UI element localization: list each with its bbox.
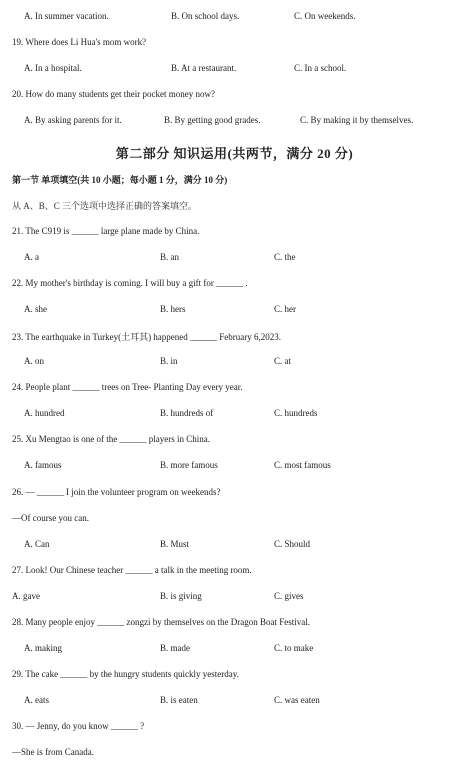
q26-option-a: A. Can (24, 539, 50, 549)
q27-option-c: C. gives (274, 591, 304, 601)
q18-option-b: B. On school days. (171, 11, 240, 21)
q29-stem: 29. The cake ______ by the hungry students quickly yesterday. (12, 669, 239, 679)
q27-option-b: B. is giving (160, 591, 202, 601)
q23-options (0, 356, 469, 368)
q27-options (0, 591, 469, 603)
q19-options (0, 63, 469, 75)
q22-option-b: B. hers (160, 304, 186, 314)
q18-option-c: C. On weekends. (294, 11, 356, 21)
q23-option-c: C. at (274, 356, 291, 366)
q28-option-b: B. made (160, 643, 190, 653)
q22-option-a: A. she (24, 304, 47, 314)
q28-option-a: A. making (24, 643, 62, 653)
q28-option-c: C. to make (274, 643, 314, 653)
q22-options (0, 304, 469, 316)
q26-options (0, 539, 469, 551)
section1-instruction: 从 A、B、C 三个选项中选择正确的答案填空。 (12, 201, 198, 211)
q20-option-a: A. By asking parents for it. (24, 115, 122, 125)
q26-option-c: C. Should (274, 539, 311, 549)
q22-option-c: C. her (274, 304, 296, 314)
q24-options (0, 408, 469, 420)
q21-option-b: B. an (160, 252, 179, 262)
q23-option-a: A. on (24, 356, 44, 366)
q26-stem: 26. — ______ I join the volunteer program on weekends? (12, 487, 221, 497)
q29-option-a: A. eats (24, 695, 49, 705)
q21-stem: 21. The C919 is ______ large plane made by China. (12, 226, 200, 236)
part2-title: 第二部分 知识运用(共两节，满分 20 分) (115, 146, 354, 161)
q25-options (0, 460, 469, 472)
q25-option-c: C. most famous (274, 460, 331, 470)
q20-options (0, 115, 469, 127)
q23-stem: 23. The earthquake in Turkey(土耳其) happened ______ February 6,2023. (12, 332, 282, 342)
q19-option-b: B. At a restaurant. (171, 63, 237, 73)
q28-stem: 28. Many people enjoy ______ zongzi by themselves on the Dragon Boat Festival. (12, 617, 310, 627)
q29-options (0, 695, 469, 707)
q20-option-b: B. By getting good grades. (164, 115, 261, 125)
q19-option-a: A. In a hospital. (24, 63, 82, 73)
q30-stem: 30. — Jenny, do you know ______ ? (12, 721, 145, 731)
q25-option-b: B. more famous (160, 460, 218, 470)
q24-option-c: C. hundreds (274, 408, 318, 418)
q19-stem: 19. Where does Li Hua's mom work? (12, 37, 147, 47)
q19-option-c: C. In a school. (294, 63, 347, 73)
q18-options (0, 11, 469, 23)
q25-stem: 25. Xu Mengtao is one of the ______ players in China. (12, 434, 210, 444)
q30-reply: —She is from Canada. (12, 747, 94, 757)
q23-option-b: B. in (160, 356, 178, 366)
section1-title: 第一节 单项填空(共 10 小题；每小题 1 分，满分 10 分) (12, 175, 228, 185)
q22-stem: 22. My mother's birthday is coming. I will buy a gift for ______ . (12, 278, 248, 288)
q28-options (0, 643, 469, 655)
q27-stem: 27. Look! Our Chinese teacher ______ a talk in the meeting room. (12, 565, 252, 575)
q24-stem: 24. People plant ______ trees on Tree- Planting Day every year. (12, 382, 243, 392)
q21-option-c: C. the (274, 252, 296, 262)
q25-option-a: A. famous (24, 460, 62, 470)
q27-option-a: A. gave (12, 591, 40, 601)
q29-option-c: C. was eaten (274, 695, 320, 705)
q20-option-c: C. By making it by themselves. (300, 115, 414, 125)
q18-option-a: A. In summer vacation. (24, 11, 109, 21)
q24-option-a: A. hundred (24, 408, 65, 418)
q29-option-b: B. is eaten (160, 695, 198, 705)
q21-options (0, 252, 469, 264)
q26-reply: —Of course you can. (12, 513, 89, 523)
q26-option-b: B. Must (160, 539, 190, 549)
q24-option-b: B. hundreds of (160, 408, 214, 418)
q21-option-a: A. a (24, 252, 39, 262)
q20-stem: 20. How do many students get their pocket money now? (12, 89, 215, 99)
